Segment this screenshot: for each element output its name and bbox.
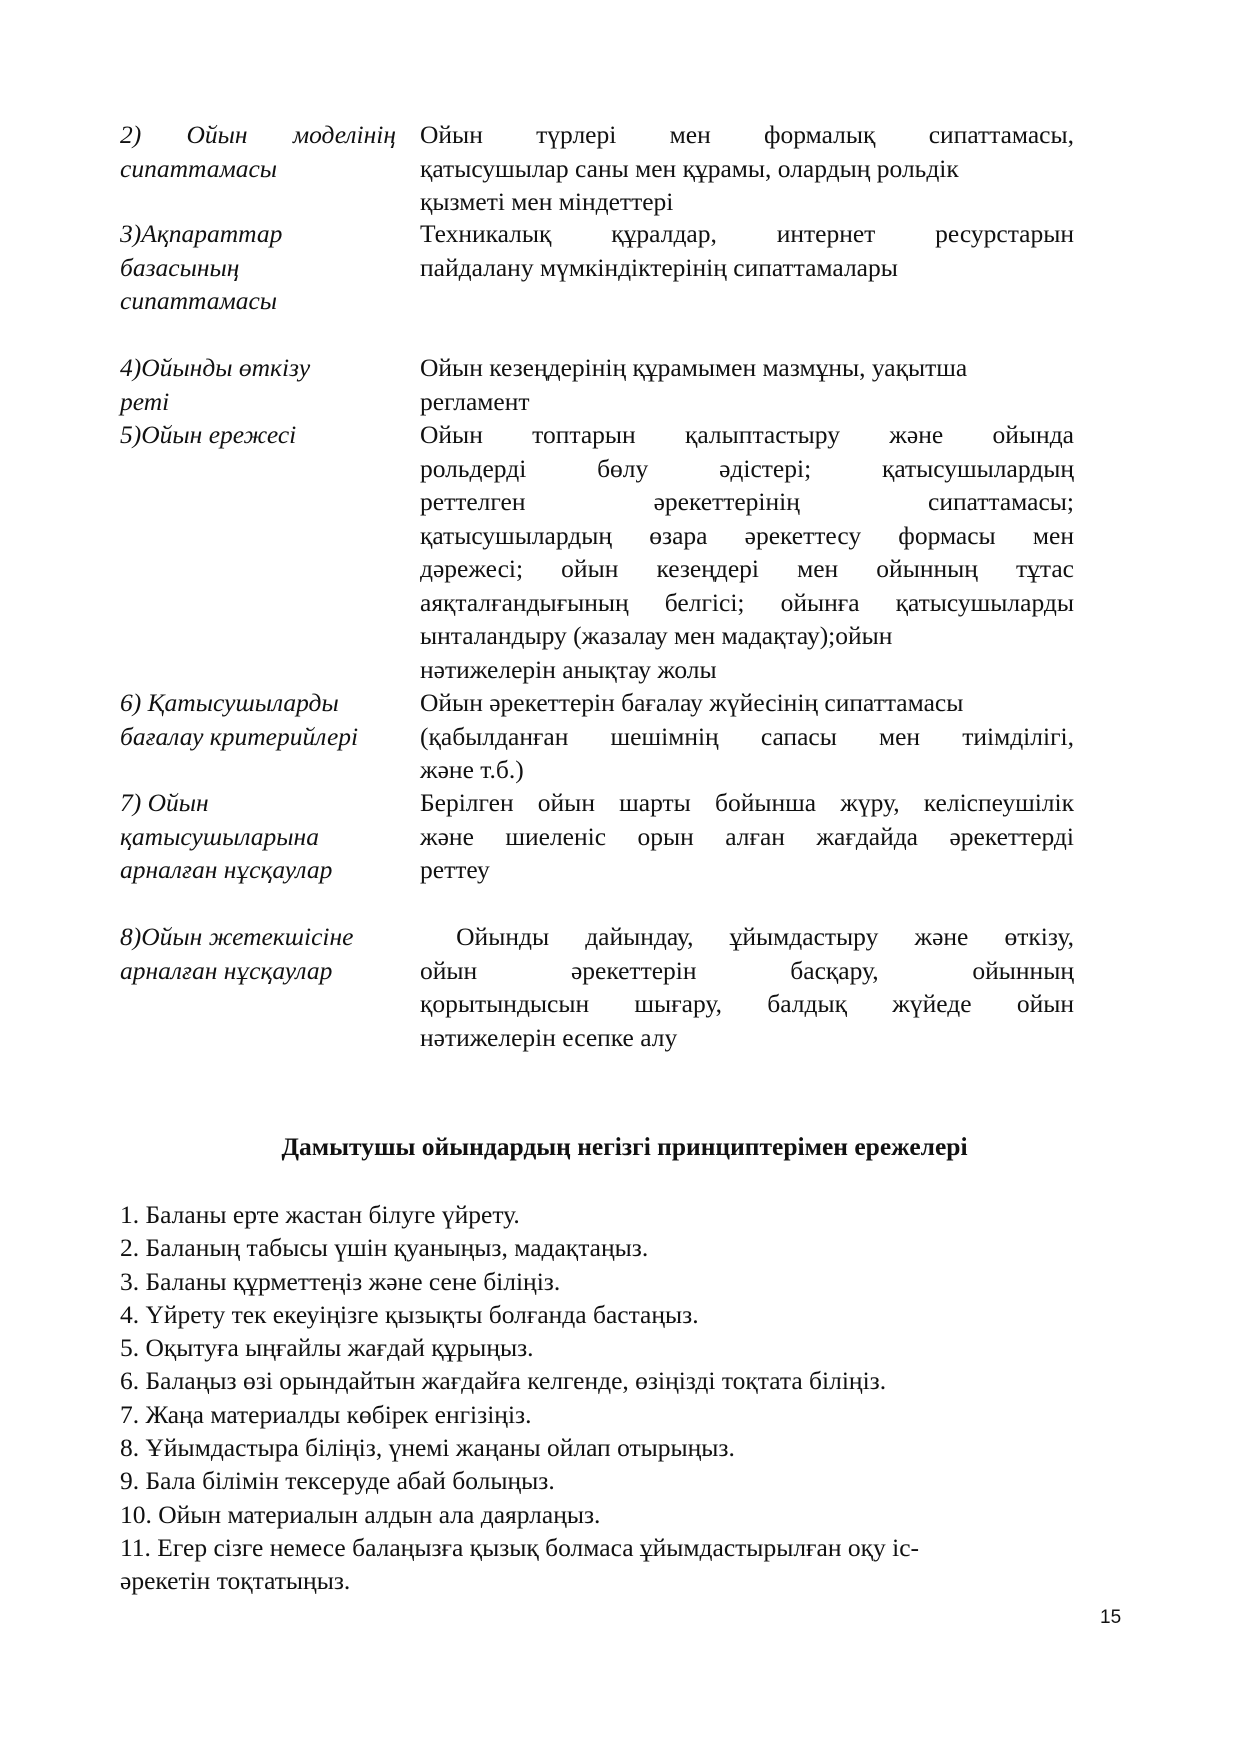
term-line: 5)Ойын ережесі — [120, 420, 297, 449]
list-item: 9. Бала білімін тексеруде абай болыңыз. — [120, 1466, 555, 1496]
desc-line: және т.б.) — [420, 755, 524, 784]
game-model-table — [120, 118, 1080, 1054]
list-item: 2. Баланың табысы үшін қуаныңыз, мадақтаңыз. — [120, 1233, 649, 1263]
list-item: 6. Балаңыз өзі орындайтын жағдайға келгенде, өзіңізді тоқтата біліңіз. — [120, 1366, 887, 1396]
term-line: 6) Қатысушыларды — [120, 688, 339, 717]
table-row — [120, 686, 1080, 786]
term-line: сипаттамасы — [120, 153, 278, 183]
principles-list — [120, 1198, 1080, 1598]
list-item: 11. Егер сізге немесе балаңызға қызық болмаса ұйымдастырылған оқу іс- — [120, 1532, 920, 1562]
term-line: бағалау критерийлері — [120, 721, 359, 751]
term-line: сипаттамасы — [120, 286, 278, 315]
row-description — [420, 351, 1074, 418]
table-row — [120, 920, 1080, 1054]
desc-line: қорытындысын шығару, балдық жүйеде ойын — [420, 989, 1074, 1018]
desc-line: және шиеленіс орын алған жағдайда әрекеттерді — [420, 821, 1074, 851]
desc-line: (қабылданған шешімнің сапасы мен тиімділігі, — [420, 721, 1074, 751]
table-row — [120, 118, 1080, 217]
row-description — [420, 786, 1074, 887]
row-term — [120, 217, 396, 318]
list-item: 7. Жаңа материалды көбірек енгізіңіз. — [120, 1399, 532, 1429]
desc-line: Ойынды дайындау, ұйымдастыру және өткізу, — [420, 922, 1074, 951]
row-term — [120, 351, 396, 418]
row-description — [420, 118, 1074, 219]
desc-line: нәтижелерін есепке алу — [420, 1022, 678, 1052]
list-item: 5. Оқытуға ыңғайлы жағдай құрыңыз. — [120, 1333, 534, 1363]
list-item: 10. Ойын материалын алдын ала даярлаңыз. — [120, 1499, 601, 1529]
term-line: арналған нұсқаулар — [120, 855, 333, 884]
table-row — [120, 786, 1080, 920]
page-number: 15 — [1100, 1607, 1122, 1628]
desc-line: рольдерді бөлу әдістері; қатысушылардың — [420, 453, 1074, 483]
row-term — [120, 686, 396, 753]
desc-line: Ойын түрлері мен формалық сипаттамасы, — [420, 120, 1074, 149]
desc-line: Ойын топтарын қалыптастыру және ойында — [420, 420, 1074, 449]
row-term — [120, 786, 396, 887]
desc-line: аяқталғандығының белгісі; ойынға қатысушыларды — [420, 587, 1074, 617]
desc-line: регламент — [420, 386, 530, 416]
row-description — [420, 920, 1074, 1054]
table-row — [120, 418, 1080, 686]
row-description — [420, 686, 1074, 787]
desc-line: Ойын кезеңдерінің құрамымен мазмұны, уақытша — [420, 353, 968, 382]
list-item: әрекетін тоқтатыңыз. — [120, 1566, 351, 1596]
desc-line: қызметі мен міндеттері — [420, 187, 674, 216]
desc-line: қатысушылар саны мен құрамы, олардың рольдік — [420, 153, 959, 183]
list-item: 4. Үйрету тек екеуіңізге қызықты болғанда бастаңыз. — [120, 1299, 699, 1329]
desc-line: ойын әрекеттерін басқару, ойынның — [420, 955, 1074, 985]
table-row — [120, 217, 1080, 351]
term-line: 4)Ойынды өткізу — [120, 353, 311, 382]
desc-line: Ойын әрекеттерін бағалау жүйесінің сипаттамасы — [420, 688, 964, 717]
desc-line: Техникалық құралдар, интернет ресурстарын — [420, 219, 1074, 248]
list-item: 1. Баланы ерте жастан білуге үйрету. — [120, 1200, 520, 1229]
term-line: арналған нұсқаулар — [120, 955, 333, 985]
row-description — [420, 418, 1074, 686]
term-line: реті — [120, 386, 170, 416]
list-item: 3. Баланы құрметтеңіз және сене біліңіз. — [120, 1266, 561, 1296]
term-line: 3)Ақпараттар — [120, 219, 283, 248]
row-term — [120, 118, 396, 185]
desc-line: реттеу — [420, 855, 490, 884]
term-line: 7) Ойын — [120, 788, 209, 817]
desc-line: нәтижелерін анықтау жолы — [420, 654, 717, 684]
desc-line: Берілген ойын шарты бойынша жүру, келіспеушілік — [420, 788, 1074, 817]
desc-line: пайдалану мүмкіндіктерінің сипаттамалары — [420, 252, 898, 282]
section-heading: Дамытушы ойындардың негізгі принциптерімен ережелері — [281, 1132, 968, 1161]
desc-line: дәрежесі; ойын кезеңдері мен ойынның тұтас — [420, 554, 1074, 583]
list-item: 8. Ұйымдастыра біліңіз, үнемі жаңаны ойлап отырыңыз. — [120, 1433, 735, 1463]
table-row — [120, 351, 1080, 418]
term-line: 2) Ойын моделінің — [120, 120, 396, 149]
term-line: 8)Ойын жетекшісіне — [120, 922, 354, 951]
desc-line: реттелген әрекеттерінің сипаттамасы; — [420, 487, 1074, 516]
term-line: қатысушыларына — [120, 821, 319, 851]
row-term — [120, 418, 396, 452]
desc-line: ынталандыру (жазалау мен мадақтау);ойын — [420, 621, 893, 650]
desc-line: қатысушылардың өзара әрекеттесу формасы мен — [420, 520, 1074, 550]
term-line: базасының — [120, 252, 240, 282]
row-description — [420, 217, 1074, 284]
row-term — [120, 920, 396, 987]
